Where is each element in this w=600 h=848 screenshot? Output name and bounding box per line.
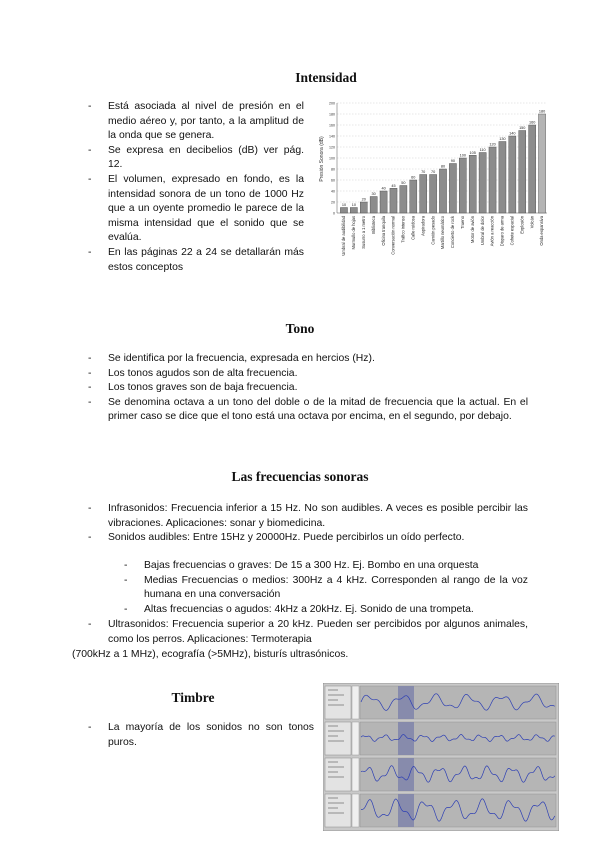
chart-bar [390,188,397,213]
chart-category-label: Camión pesado [430,216,436,245]
list-item: - Ultrasonidos: Frecuencia superior a 20 kHz. Pueden ser percibidos por algunos animales, como los perros. Aplicaciones: Termoterapia [88,618,528,647]
track-amplitude-ruler [352,758,359,791]
chart-category-label: Volcán [529,216,535,229]
chart-y-tick-label: 180 [329,112,335,117]
chart-category-label: Biblioteca [370,216,376,234]
ultrasonidos-bullet [88,618,528,647]
chart-y-tick-label: 120 [329,145,335,150]
chart-bar [370,197,377,214]
chart-bar [529,125,536,213]
chart-bar [489,147,496,213]
chart-data-label: 10 [341,203,347,207]
chart-y-tick-label: 60 [331,178,335,183]
chart-data-label: 130 [499,137,506,141]
list-item: - Medias Frecuencias o medios: 300Hz a 4 kHz. Corresponden al rango de la voz humana en una conversación [124,574,528,603]
chart-y-tick-label: 200 [329,101,335,106]
chart-y-tick-label: 160 [329,123,335,128]
frecuencias-sub-bullets [124,559,528,617]
chart-y-tick-label: 20 [331,200,335,205]
chart-data-label: 90 [450,159,456,163]
track-control-panel [325,794,351,827]
chart-bar [449,164,456,214]
track-selection [398,794,414,827]
chart-category-label: Calle ruidosa [410,216,416,240]
chart-y-tick-label: 100 [329,156,335,161]
track-amplitude-ruler [352,722,359,755]
intensity-bar-chart [315,99,549,295]
chart-category-label: Umbral de audibilidad [341,216,347,256]
chart-data-label: 10 [351,203,356,207]
chart-category-label: Tráfico intenso [400,216,406,243]
section-title-timbre: Timbre [171,690,215,705]
tono-bullets [88,352,528,425]
chart-category-label: Disparo de arma [499,216,505,247]
list-item: - Altas frecuencias o agudos: 4kHz a 20kHz. Ej. Sonido de una trompeta. [124,603,528,618]
chart-data-label: 80 [440,164,446,169]
chart-category-label: Cohete espacial [509,216,515,246]
chart-data-label: 50 [401,181,406,185]
track-control-panel [325,722,351,755]
section-title-intensidad: Intensidad [295,70,357,85]
track-waveform-area [360,794,556,827]
chart-bar [538,114,545,213]
list-item: - En las páginas 22 a 24 se detallarán más estos conceptos [88,246,304,275]
list-item: - Bajas frecuencias o graves: De 15 a 300 Hz. Ej. Bombo en una orquesta [124,559,528,574]
list-item: - Los tonos graves son de baja frecuencia. [88,381,528,396]
chart-y-tick-label: 80 [331,167,335,172]
chart-bar [380,191,387,213]
chart-data-label: 110 [479,148,486,152]
chart-bar [360,202,367,213]
section-title-frecuencias: Las frecuencias sonoras [231,469,369,484]
chart-bar [519,131,526,214]
chart-category-label: Oficina tranquila [380,216,386,246]
chart-data-label: 45 [391,183,396,188]
chart-y-tick-label: 0 [333,211,335,216]
chart-bar [439,169,446,213]
chart-category-label: Aspiradora [420,216,426,236]
chart-bar [499,142,506,214]
chart-data-label: 60 [411,175,416,180]
chart-bar [340,208,347,214]
chart-bar [420,175,427,214]
chart-data-label: 20 [361,197,366,202]
chart-bar [410,180,417,213]
chart-category-label: Martillo neumático [440,216,446,250]
chart-category-label: Conversación normal [390,216,396,255]
track-amplitude-ruler [352,794,359,827]
chart-category-label: Concierto de rock [450,216,456,249]
chart-data-label: 180 [538,109,546,114]
chart-data-label: 105 [469,150,476,155]
list-item: - Se identifica por la frecuencia, expresada en hercios (Hz). [88,352,528,367]
chart-bar [430,175,437,214]
chart-data-label: 70 [421,170,426,174]
list-item: - Los tonos agudos son de alta frecuencia. [88,367,528,382]
track-selection [398,758,414,791]
chart-bar [469,155,476,213]
chart-category-label: Explosión [519,216,525,234]
track-amplitude-ruler [352,686,359,719]
chart-category-label: Umbral de dolor [479,216,485,246]
chart-data-label: 120 [489,142,496,147]
intensidad-bullets [88,100,304,275]
chart-data-label: 100 [459,153,466,158]
chart-category-label: Avión a reacción [489,216,495,247]
chart-y-tick-label: 40 [331,189,335,194]
chart-data-label: 70 [430,170,436,174]
track-control-panel [325,758,351,791]
chart-category-label: Onda expansiva [539,216,545,246]
chart-y-tick-label: 140 [329,134,335,139]
list-item: - Está asociada al nivel de presión en el medio aéreo y, por tanto, a la amplitud de la onda que se genera. [88,100,304,144]
chart-bar [350,208,357,214]
chart-category-label: Murmullo de hojas [351,216,357,250]
waveform-screenshot [323,683,559,831]
track-waveform-area [360,686,556,719]
chart-data-label: 30 [371,192,376,196]
chart-category-label: Motor de avión [469,216,475,244]
chart-data-label: 150 [519,126,526,130]
chart-bar [400,186,407,214]
chart-category-label: Trueno [460,216,466,229]
list-item: - Se denomina octava a un tono del doble o de la mitad de frecuencia que la actual. En el primer caso se dice que el tono está una octava por encima, en el segundo, por debajo. [88,396,528,425]
track-selection [398,722,414,755]
list-item: - La mayoría de los sonidos no son tonos puros. [88,721,314,750]
track-control-panel [325,686,351,719]
chart-y-axis-label: Presión Sonora (dB) [319,136,325,182]
chart-bar [479,153,486,214]
chart-category-label: Susurro a 1 metro [360,216,366,249]
frecuencias-bullets [88,502,528,546]
list-item: - El volumen, expresado en fondo, es la intensidad sonora de un tono de 1000 Hz que a un oyente promedio le parece de la misma intensidad que el sonido que se evalúa. [88,173,304,246]
track-selection [398,686,414,719]
chart-data-label: 160 [528,120,536,125]
list-item: - Se expresa en decibelios (dB) ver pág. 12. [88,144,304,173]
chart-data-label: 40 [381,186,386,191]
section-title-tono: Tono [285,321,315,336]
chart-data-label: 140 [509,131,516,136]
list-item: - Infrasonidos: Frecuencia inferior a 15 Hz. No son audibles. A veces es posible percibir las vibraciones. Aplicaciones: sonar y biomedicina. [88,502,528,531]
list-item: - Sonidos audibles: Entre 15Hz y 20000Hz. Puede percibirlos un oído perfecto. [88,531,528,546]
chart-bar [459,158,466,213]
timbre-bullets [88,721,314,750]
chart-bar [509,136,516,213]
ultrasonidos-continuation: (700kHz a 1 MHz), ecografía (>5MHz), bisturís ultrasónicos. [72,649,349,660]
